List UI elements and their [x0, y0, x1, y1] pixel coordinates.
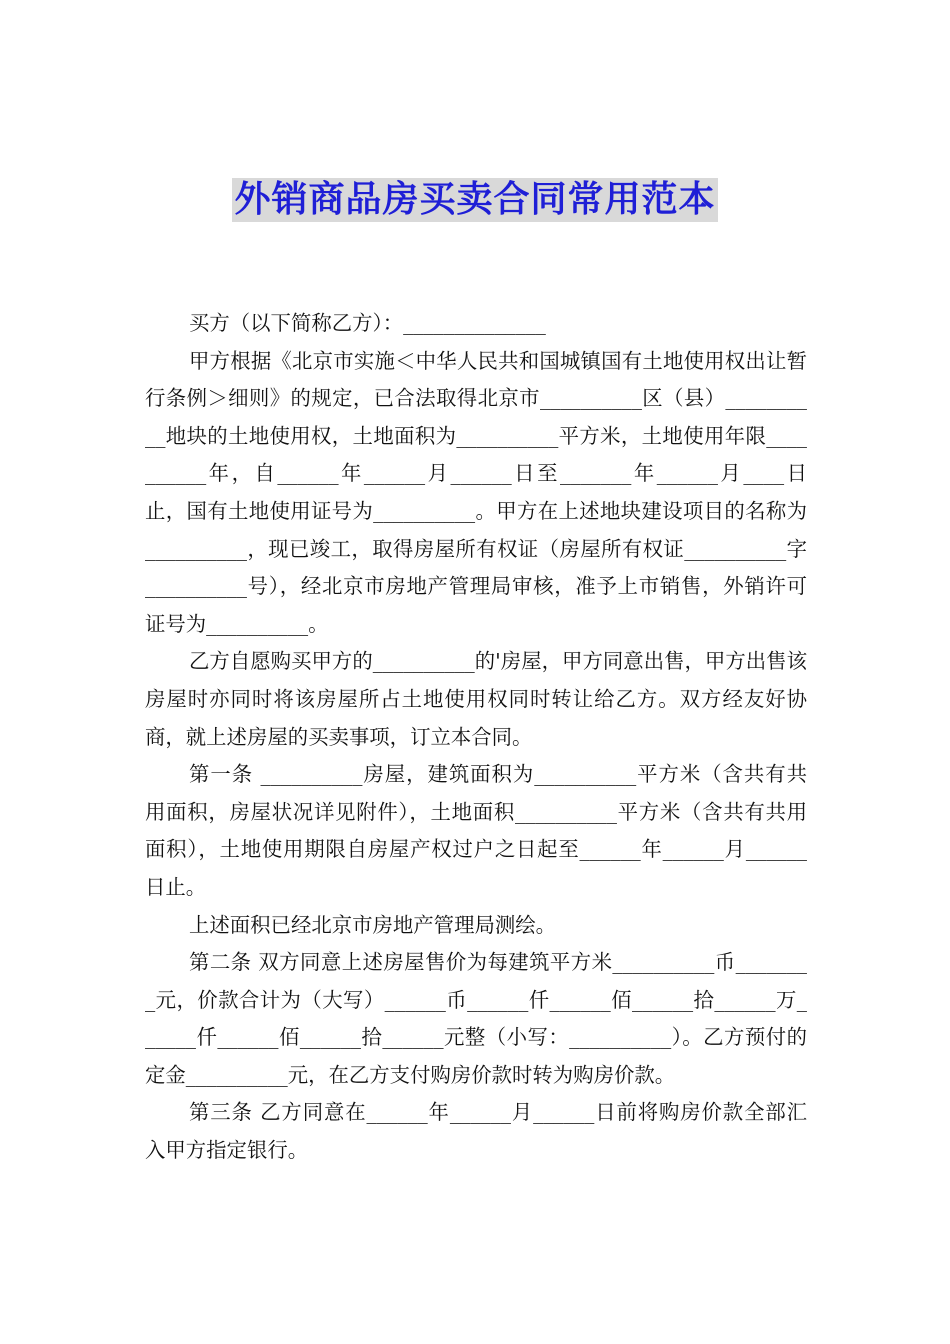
article-1: 第一条 __________房屋，建筑面积为__________平方米（含共有共用面积，房屋状况详见附件），土地面积__________平方米（含共有共用面积），土地使用期限自房屋产权过户之日起至______年______月______日止。: [145, 762, 807, 899]
document-body: [145, 305, 807, 1170]
article-3: 第三条 乙方同意在______年______月______日前将购房价款全部汇入甲方指定银行。: [145, 1100, 807, 1163]
document-title: 外销商品房买卖合同常用范本: [234, 179, 716, 220]
paragraph-land-rights: 甲方根据《北京市实施＜中华人民共和国城镇国有土地使用权出让暂行条例＞细则》的规定，已合法取得北京市__________区（县）__________地块的土地使用权，土地面积为__________平方米，土地使用年限__________年，自______年______月______日至_______年______月____日止，国有土地使用证号为__________。甲方在上述地块建设项目的名称为__________，现已竣工，取得房屋所有权证（房屋所有权证__________字__________号），经北京市房地产管理局审核，准予上市销售，外销许可证号为__________。: [145, 348, 807, 636]
article-2: 第二条 双方同意上述房屋售价为每建筑平方米__________币________元，价款合计为（大写）______币______仟______佰______拾______万______仟______佰______拾______元整（小写：__________）。乙方预付的定金__________元，在乙方支付购房价款时转为购房价款。: [145, 950, 807, 1087]
buyer-line: 买方（以下简称乙方）：______________: [189, 311, 546, 335]
paragraph-survey: 上述面积已经北京市房地产管理局测绘。: [189, 912, 557, 937]
paragraph-purchase-intent: 乙方自愿购买甲方的__________的'房屋，甲方同意出售，甲方出售该房屋时亦同时将该房屋所占土地使用权同时转让给乙方。双方经友好协商，就上述房屋的买卖事项，订立本合同。: [145, 649, 807, 749]
title-container: [0, 178, 950, 222]
